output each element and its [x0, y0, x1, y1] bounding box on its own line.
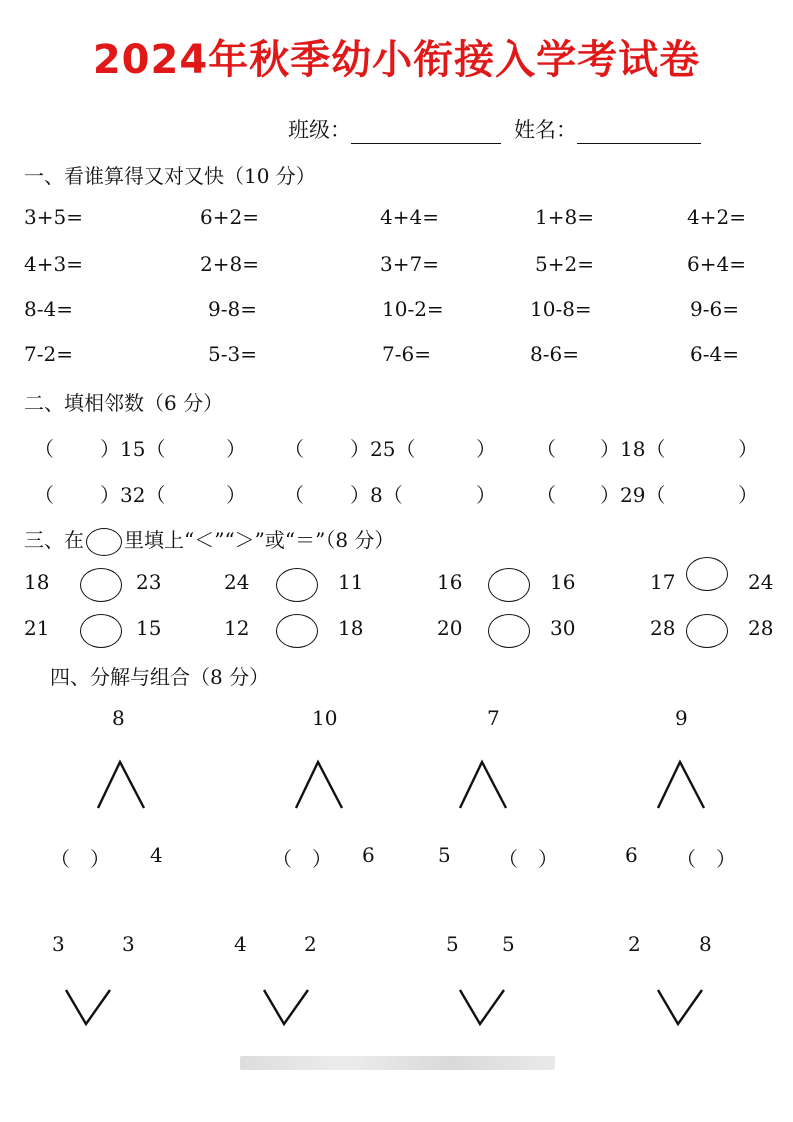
paren-open[interactable]: （: [536, 437, 556, 461]
compare-right: 15: [136, 616, 162, 640]
merge-branch-icon: [656, 988, 706, 1026]
decompose-right[interactable]: （ ）: [676, 847, 736, 871]
compare-right: 18: [338, 616, 364, 640]
paren-close[interactable]: ）: [476, 483, 496, 507]
merge-branch-icon: [64, 988, 114, 1026]
equation[interactable]: 3+7=: [380, 252, 439, 276]
equation[interactable]: 4+3=: [24, 252, 83, 276]
neighbor-center[interactable]: ）8（: [350, 483, 403, 507]
compare-left: 20: [437, 616, 463, 640]
decompose-right[interactable]: （ ）: [498, 847, 558, 871]
compare-left: 24: [224, 570, 250, 594]
decompose-left: 6: [625, 843, 638, 867]
combine-right: 3: [122, 932, 135, 956]
compare-circle[interactable]: [686, 557, 728, 591]
class-field[interactable]: [288, 114, 501, 144]
merge-branch-icon: [262, 988, 312, 1026]
decompose-left: 5: [438, 843, 451, 867]
exam-title: 2024年秋季幼小衔接入学考试卷: [92, 37, 701, 83]
equation[interactable]: 5-3=: [208, 342, 257, 366]
section-3-heading: [24, 524, 394, 556]
combine-left: 4: [234, 932, 247, 956]
compare-right: 11: [338, 570, 364, 594]
decompose-left[interactable]: （ ）: [50, 847, 110, 871]
compare-left: 17: [650, 570, 676, 594]
merge-branch-icon: [458, 988, 508, 1026]
equation[interactable]: 9-8=: [208, 297, 257, 321]
compare-left: 16: [437, 570, 463, 594]
compare-circle[interactable]: [276, 568, 318, 602]
equation[interactable]: 3+5=: [24, 205, 83, 229]
equation[interactable]: 7-2=: [24, 342, 73, 366]
compare-right: 24: [748, 570, 774, 594]
compare-right: 23: [136, 570, 162, 594]
equation[interactable]: 10-2=: [382, 297, 444, 321]
combine-left: 5: [446, 932, 459, 956]
compare-right: 30: [550, 616, 576, 640]
neighbor-center[interactable]: ）29（: [600, 483, 666, 507]
neighbor-center[interactable]: ）32（: [100, 483, 166, 507]
compare-circle[interactable]: [488, 614, 530, 648]
combine-left: 2: [628, 932, 641, 956]
equation[interactable]: 6-4=: [690, 342, 739, 366]
split-branch-icon: [294, 760, 346, 810]
compare-left: 18: [24, 570, 50, 594]
decompose-top: 10: [312, 706, 338, 730]
equation[interactable]: 8-4=: [24, 297, 73, 321]
equation[interactable]: 1+8=: [535, 205, 594, 229]
equation[interactable]: 6+2=: [200, 205, 259, 229]
compare-right: 16: [550, 570, 576, 594]
combine-left: 3: [52, 932, 65, 956]
combine-right: 2: [304, 932, 317, 956]
equation[interactable]: 5+2=: [535, 252, 594, 276]
compare-left: 21: [24, 616, 50, 640]
split-branch-icon: [458, 760, 510, 810]
paren-open[interactable]: （: [284, 483, 304, 507]
combine-right: 5: [502, 932, 515, 956]
paren-close[interactable]: ）: [738, 483, 758, 507]
name-blank[interactable]: [577, 123, 701, 144]
compare-circle[interactable]: [276, 614, 318, 648]
decompose-right: 4: [150, 843, 163, 867]
equation[interactable]: 6+4=: [687, 252, 746, 276]
equation[interactable]: 10-8=: [530, 297, 592, 321]
neighbor-center[interactable]: ）15（: [100, 437, 166, 461]
paren-close[interactable]: ）: [226, 483, 246, 507]
compare-circle[interactable]: [80, 568, 122, 602]
paren-open[interactable]: （: [284, 437, 304, 461]
compare-circle[interactable]: [488, 568, 530, 602]
compare-circle[interactable]: [80, 614, 122, 648]
decompose-top: 8: [112, 706, 125, 730]
section-1-heading: 一、看谁算得又对又快（10 分）: [24, 164, 316, 188]
compare-right: 28: [748, 616, 774, 640]
paren-open[interactable]: （: [34, 437, 54, 461]
equation[interactable]: 4+4=: [380, 205, 439, 229]
paren-close[interactable]: ）: [738, 437, 758, 461]
equation[interactable]: 7-6=: [382, 342, 431, 366]
split-branch-icon: [656, 760, 708, 810]
decompose-left[interactable]: （ ）: [272, 847, 332, 871]
decompose-top: 7: [487, 706, 500, 730]
decompose-top: 9: [675, 706, 688, 730]
class-label: 班级：: [288, 118, 351, 142]
paren-close[interactable]: ）: [476, 437, 496, 461]
equation[interactable]: 2+8=: [200, 252, 259, 276]
circle-icon: [86, 528, 122, 556]
section-3-suffix: 里填上“＜”“＞”或“＝”（8 分）: [124, 528, 395, 552]
neighbor-center[interactable]: ）25（: [350, 437, 416, 461]
compare-left: 28: [650, 616, 676, 640]
equation[interactable]: 9-6=: [690, 297, 739, 321]
paren-open[interactable]: （: [34, 483, 54, 507]
compare-left: 12: [224, 616, 250, 640]
blurred-footer: [240, 1056, 555, 1070]
neighbor-center[interactable]: ）18（: [600, 437, 666, 461]
split-branch-icon: [96, 760, 148, 810]
paren-open[interactable]: （: [536, 483, 556, 507]
section-4-heading: 四、分解与组合（8 分）: [50, 665, 270, 689]
paren-close[interactable]: ）: [226, 437, 246, 461]
equation[interactable]: 4+2=: [687, 205, 746, 229]
section-3-prefix: 三、在: [24, 528, 84, 552]
name-field[interactable]: [514, 114, 701, 144]
decompose-right: 6: [362, 843, 375, 867]
class-blank[interactable]: [351, 123, 501, 144]
name-label: 姓名：: [514, 118, 577, 142]
section-2-heading: 二、填相邻数（6 分）: [24, 391, 224, 415]
compare-circle[interactable]: [686, 614, 728, 648]
combine-right: 8: [699, 932, 712, 956]
equation[interactable]: 8-6=: [530, 342, 579, 366]
